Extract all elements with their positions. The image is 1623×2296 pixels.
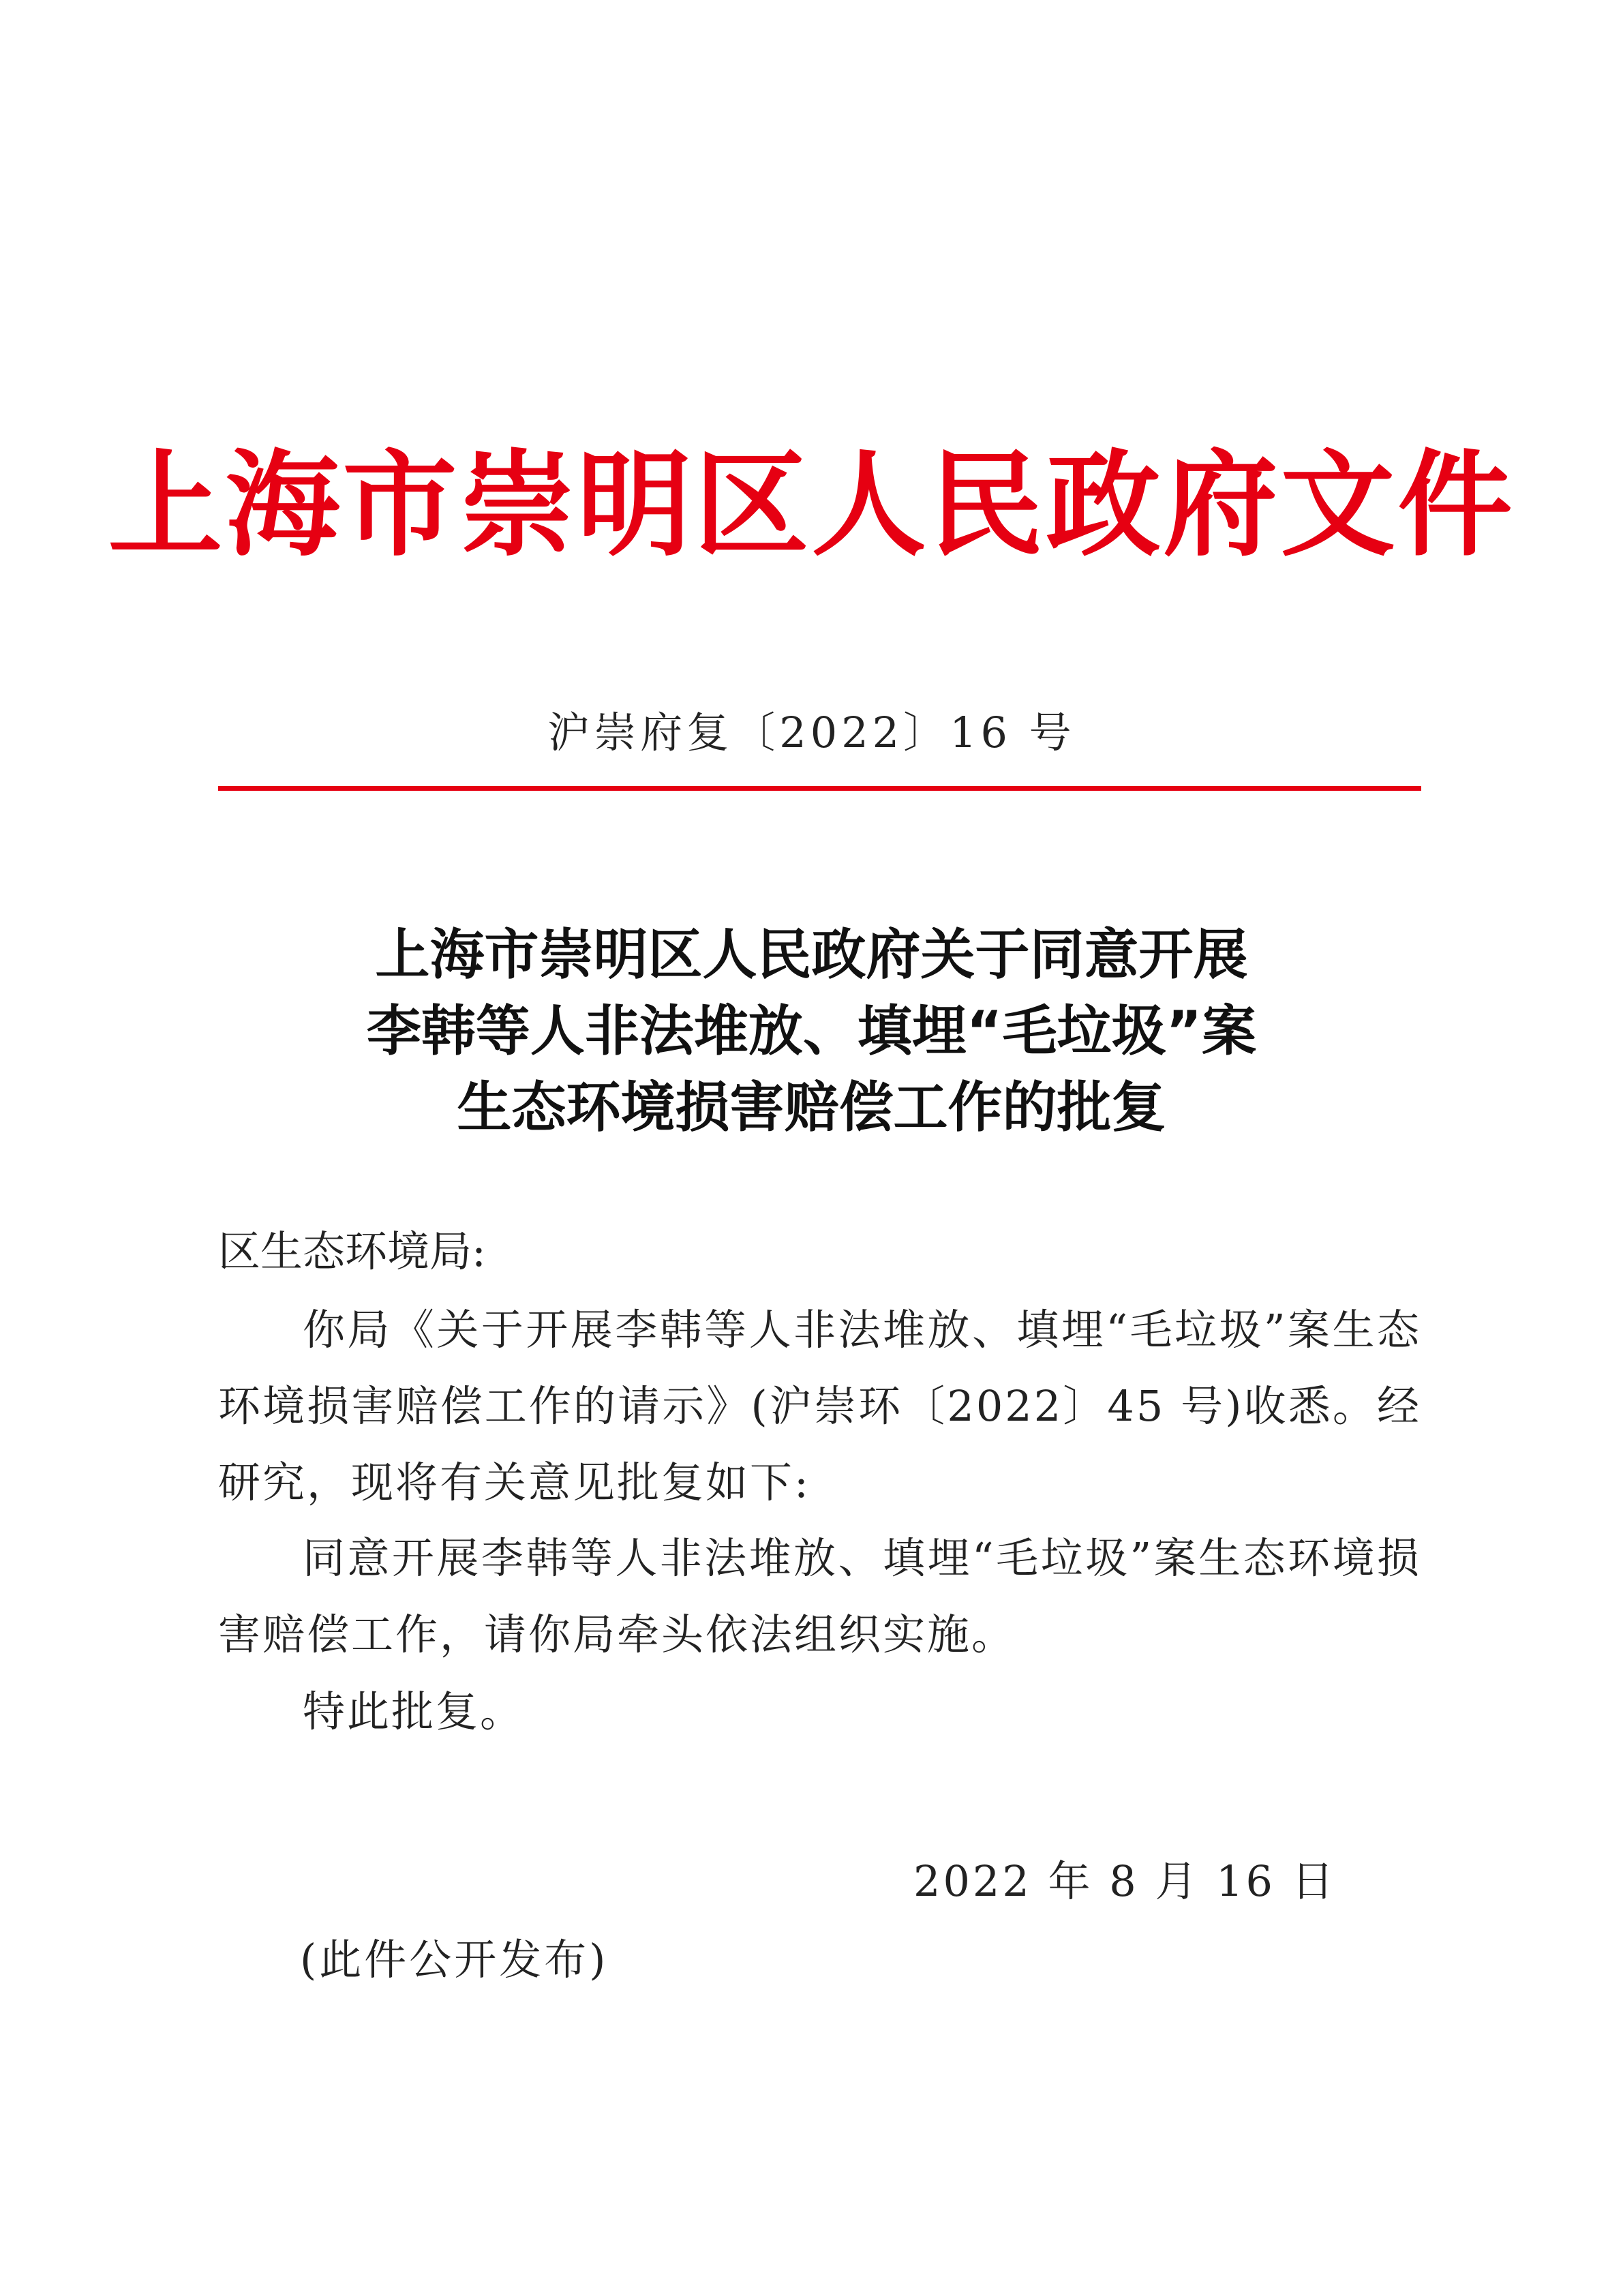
title-line: 生态环境损害赔偿工作的批复 (457, 1076, 1166, 1139)
document-number: 沪崇府复〔2022〕16 号 (547, 708, 1076, 757)
title-line: 李韩等人非法堆放、填埋“毛垃圾”案 (366, 999, 1257, 1063)
salutation: 区生态环境局: (218, 1226, 486, 1276)
title-line: 上海市崇明区人民政府关于同意开展 (375, 923, 1248, 986)
body-paragraph: 你局《关于开展李韩等人非法堆放、填埋“毛垃圾”案生态环境损害赔偿工作的请示》(沪崇环〔2022〕45 号)收悉。经研究，现将有关意见批复如下: (218, 1305, 1421, 1507)
body-paragraph: 同意开展李韩等人非法堆放、填埋“毛垃圾”案生态环境损害赔偿工作，请你局牵头依法组织实施。 (218, 1533, 1421, 1659)
release-note: (此件公开发布) (300, 1935, 609, 1984)
document-title (0, 917, 1623, 1146)
closing-statement: 特此批复。 (303, 1687, 525, 1736)
red-divider-line (218, 786, 1421, 791)
issue-date: 2022 年 8 月 16 日 (913, 1856, 1337, 1906)
issuer-red-header: 上海市崇明区人民政府文件 (108, 437, 1515, 572)
